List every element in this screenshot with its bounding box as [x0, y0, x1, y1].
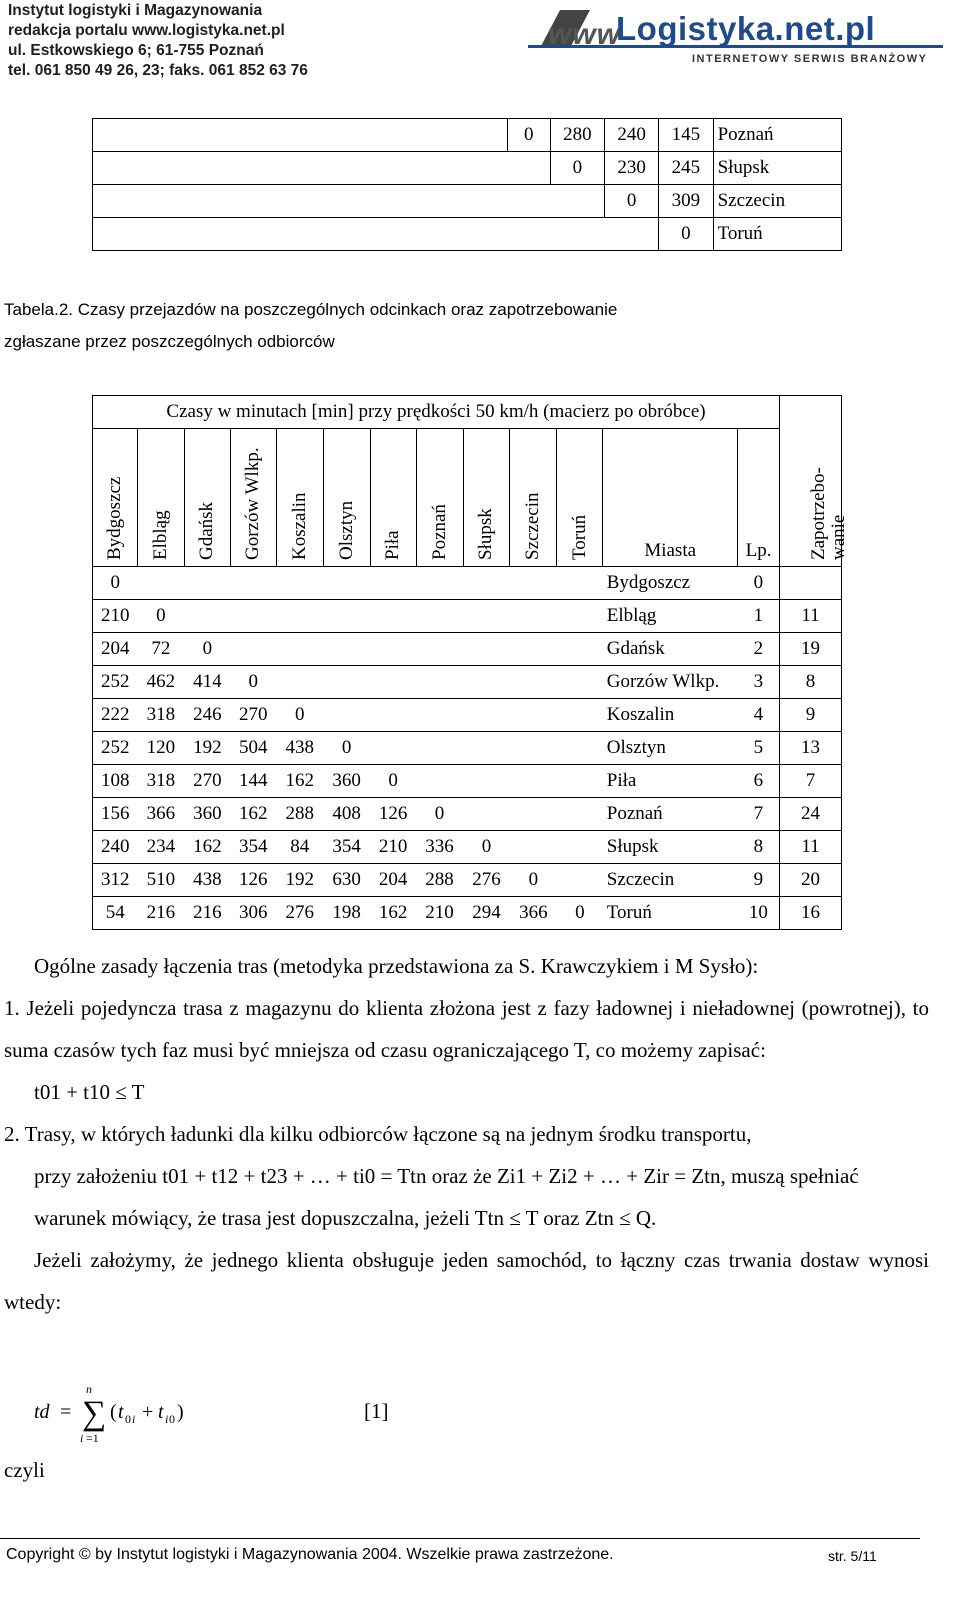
- empty-cell: [323, 600, 370, 633]
- empty-cell: [557, 666, 603, 699]
- lp-cell: 10: [738, 897, 780, 930]
- table-cell: 0: [507, 119, 550, 152]
- time-cell: 0: [416, 798, 463, 831]
- demand-cell: 7: [780, 765, 842, 798]
- time-cell: 294: [463, 897, 510, 930]
- city-cell: Toruń: [713, 218, 841, 251]
- city-cell: Słupsk: [603, 831, 738, 864]
- demand-cell: 20: [780, 864, 842, 897]
- time-cell: 246: [184, 699, 230, 732]
- svg-text:∑: ∑: [82, 1395, 107, 1432]
- time-cell: 408: [323, 798, 370, 831]
- lp-cell: 8: [738, 831, 780, 864]
- time-cell: 72: [137, 633, 184, 666]
- city-cell: Gdańsk: [603, 633, 738, 666]
- empty-cell: [370, 567, 416, 600]
- time-cell: 240: [93, 831, 138, 864]
- footer-rule: [0, 1538, 920, 1539]
- time-cell: 210: [416, 897, 463, 930]
- time-cell: 0: [557, 897, 603, 930]
- svg-text:=1: =1: [86, 1431, 99, 1445]
- lp-cell: 6: [738, 765, 780, 798]
- column-header-label: Elbląg: [149, 510, 171, 560]
- table-row: [93, 185, 842, 218]
- table-cell: 309: [659, 185, 713, 218]
- empty-cell: [416, 567, 463, 600]
- svg-text:i: i: [165, 1412, 169, 1426]
- table-row: [93, 218, 842, 251]
- time-cell: 0: [137, 600, 184, 633]
- lp-cell: 2: [738, 633, 780, 666]
- miasta-header: Miasta: [603, 429, 738, 567]
- table-row: [93, 666, 842, 699]
- empty-cell: [510, 765, 557, 798]
- time-cell: 0: [276, 699, 323, 732]
- column-header: [323, 429, 370, 567]
- time-cell: 222: [93, 699, 138, 732]
- table-row: [93, 633, 842, 666]
- time-cell: 0: [230, 666, 276, 699]
- time-cell: 234: [137, 831, 184, 864]
- table-cell: 0: [659, 218, 713, 251]
- empty-cell: [184, 567, 230, 600]
- time-cell: 252: [93, 732, 138, 765]
- empty-cell: [230, 600, 276, 633]
- lp-cell: 7: [738, 798, 780, 831]
- svg-text:+: +: [142, 1401, 154, 1423]
- time-cell: 306: [230, 897, 276, 930]
- column-header-label: Koszalin: [288, 492, 310, 560]
- table-caption: [4, 294, 944, 358]
- czyli-text: czyli: [4, 1458, 45, 1482]
- column-header: [184, 429, 230, 567]
- travel-time-matrix: [92, 395, 849, 930]
- table-cell: 0: [605, 185, 659, 218]
- table-row: [93, 831, 842, 864]
- time-cell: 162: [230, 798, 276, 831]
- empty-cell: [557, 798, 603, 831]
- empty-cell: [276, 666, 323, 699]
- empty-cell: [557, 600, 603, 633]
- time-cell: 366: [510, 897, 557, 930]
- empty-cell: [370, 600, 416, 633]
- caption-line: Tabela.2. Czasy przejazdów na poszczególnych odcinkach oraz zapotrzebowanie: [4, 300, 618, 319]
- page-number: str. 5/11: [828, 1548, 877, 1564]
- rule-1-paragraph: [4, 987, 929, 1071]
- empty-cell: [463, 600, 510, 633]
- inequality-1-text: t01 + t10 ≤ T: [34, 1080, 145, 1104]
- lp-cell: 5: [738, 732, 780, 765]
- time-cell: 630: [323, 864, 370, 897]
- empty-cell: [276, 633, 323, 666]
- svg-text:n: n: [86, 1382, 92, 1396]
- rule-2-line-2: przy założeniu t01 + t12 + t23 + … + ti0 = Ttn oraz że Zi1 + Zi2 + … + Zir = Ztn, muszą spełniać: [34, 1164, 859, 1188]
- empty-cell: [184, 600, 230, 633]
- time-cell: 414: [184, 666, 230, 699]
- svg-text:t: t: [158, 1401, 164, 1423]
- column-header: [93, 429, 138, 567]
- svg-text:i: i: [132, 1412, 136, 1426]
- table-row: [93, 119, 842, 152]
- time-cell: 156: [93, 798, 138, 831]
- column-header-label: Słupsk: [475, 508, 497, 560]
- inequality-1: [4, 1071, 929, 1113]
- time-cell: 366: [137, 798, 184, 831]
- empty-cell: [463, 567, 510, 600]
- empty-cell: [370, 699, 416, 732]
- rule-2-line-1: 2. Trasy, w których ładunki dla kilku odbiorców łączone są na jednym środku transportu,: [4, 1122, 752, 1146]
- time-cell: 0: [370, 765, 416, 798]
- time-cell: 288: [276, 798, 323, 831]
- time-cell: 438: [184, 864, 230, 897]
- org-line: tel. 061 850 49 26, 23; faks. 061 852 63 76: [8, 62, 308, 79]
- empty-cell: [510, 732, 557, 765]
- time-cell: 336: [416, 831, 463, 864]
- city-cell: Olsztyn: [603, 732, 738, 765]
- time-cell: 204: [370, 864, 416, 897]
- table-row: [93, 699, 842, 732]
- empty-cell: [323, 567, 370, 600]
- empty-cell: [510, 633, 557, 666]
- time-cell: 354: [323, 831, 370, 864]
- assumption-paragraph: Jeżeli założymy, że jednego klienta obsługuje jeden samochód, to łączny czas trwania dostaw wynosi wtedy:: [4, 1248, 929, 1314]
- empty-cell: [323, 666, 370, 699]
- time-cell: 510: [137, 864, 184, 897]
- empty-cell: [557, 765, 603, 798]
- empty-cell: [323, 633, 370, 666]
- time-cell: 0: [463, 831, 510, 864]
- empty-cell: [557, 699, 603, 732]
- city-cell: Poznań: [713, 119, 841, 152]
- city-cell: Szczecin: [603, 864, 738, 897]
- empty-cell: [557, 864, 603, 897]
- caption-line: zgłaszane przez poszczególnych odbiorców: [4, 332, 335, 351]
- svg-text:(: (: [110, 1401, 117, 1423]
- empty-cell: [463, 765, 510, 798]
- table-cell: 145: [659, 119, 713, 152]
- lp-cell: 1: [738, 600, 780, 633]
- svg-text:td: td: [34, 1401, 50, 1423]
- column-header-label: Poznań: [428, 504, 450, 560]
- empty-cell: [230, 567, 276, 600]
- matrix-body: [93, 567, 842, 930]
- time-cell: 360: [323, 765, 370, 798]
- time-cell: 0: [93, 567, 138, 600]
- svg-text:0: 0: [125, 1412, 131, 1426]
- org-line: ul. Estkowskiego 6; 61-755 Poznań: [8, 42, 264, 59]
- time-cell: 210: [93, 600, 138, 633]
- page-header: [0, 0, 960, 82]
- empty-cell: [557, 732, 603, 765]
- time-cell: 108: [93, 765, 138, 798]
- time-cell: 276: [463, 864, 510, 897]
- time-cell: 192: [276, 864, 323, 897]
- demand-header-line1: Zapotrzebo-: [807, 467, 829, 560]
- empty-cell: [463, 732, 510, 765]
- logo-name-label: Logistyka.net.pl: [616, 10, 876, 47]
- table-row: [93, 732, 842, 765]
- table-row: [93, 897, 842, 930]
- empty-cell: [416, 765, 463, 798]
- svg-text:): ): [177, 1401, 184, 1423]
- demand-header: [780, 396, 849, 567]
- time-cell: 84: [276, 831, 323, 864]
- empty-cell: [416, 633, 463, 666]
- time-cell: 318: [137, 765, 184, 798]
- demand-cell: 16: [780, 897, 842, 930]
- time-cell: 120: [137, 732, 184, 765]
- demand-cell: 11: [780, 831, 842, 864]
- copyright: Copyright © by Instytut logistyki i Magazynowania 2004. Wszelkie prawa zastrzeżone.: [6, 1546, 614, 1563]
- body-text: [4, 945, 929, 1323]
- svg-text:t: t: [118, 1401, 124, 1423]
- column-header-label: Piła: [382, 530, 404, 560]
- lp-cell: 4: [738, 699, 780, 732]
- lp-cell: 9: [738, 864, 780, 897]
- column-header: [276, 429, 323, 567]
- time-cell: 438: [276, 732, 323, 765]
- time-cell: 270: [230, 699, 276, 732]
- empty-cell: [137, 567, 184, 600]
- empty-cell: [370, 732, 416, 765]
- time-cell: 0: [323, 732, 370, 765]
- svg-text:=: =: [60, 1401, 72, 1423]
- empty-cell: [557, 831, 603, 864]
- org-line: redakcja portalu www.logistyka.net.pl: [8, 22, 285, 39]
- column-header-label: Bydgoszcz: [103, 476, 125, 560]
- table-row: [93, 798, 842, 831]
- empty-cell: [416, 699, 463, 732]
- empty-cell: [463, 666, 510, 699]
- empty-cell: [370, 633, 416, 666]
- time-cell: 54: [93, 897, 138, 930]
- demand-header-line2: wanie: [827, 514, 849, 560]
- city-cell: Koszalin: [603, 699, 738, 732]
- empty-cell: [557, 567, 603, 600]
- time-cell: 0: [184, 633, 230, 666]
- table-cell: 240: [605, 119, 659, 152]
- empty-cell: [323, 699, 370, 732]
- demand-cell: 8: [780, 666, 842, 699]
- city-cell: Poznań: [603, 798, 738, 831]
- column-header: [370, 429, 416, 567]
- demand-cell: 11: [780, 600, 842, 633]
- city-cell: Elbląg: [603, 600, 738, 633]
- time-cell: 198: [323, 897, 370, 930]
- table-row: [93, 152, 842, 185]
- time-cell: 462: [137, 666, 184, 699]
- column-header-label: Gdańsk: [196, 501, 218, 560]
- column-header: [230, 429, 276, 567]
- table-cell: 245: [659, 152, 713, 185]
- svg-text:0: 0: [169, 1412, 175, 1426]
- empty-cell: [230, 633, 276, 666]
- lp-cell: 0: [738, 567, 780, 600]
- city-cell: Szczecin: [713, 185, 841, 218]
- logistyka-logo: [520, 4, 950, 72]
- demand-cell: 19: [780, 633, 842, 666]
- time-cell: 216: [137, 897, 184, 930]
- time-cell: 204: [93, 633, 138, 666]
- time-cell: 126: [230, 864, 276, 897]
- time-cell: 354: [230, 831, 276, 864]
- empty-cell: [510, 831, 557, 864]
- column-header-row: [93, 429, 842, 567]
- column-header: [137, 429, 184, 567]
- empty-cell: [557, 633, 603, 666]
- time-cell: 162: [276, 765, 323, 798]
- sum-formula: [30, 1378, 410, 1448]
- demand-cell: [780, 567, 842, 600]
- time-cell: 192: [184, 732, 230, 765]
- column-header-label: Szczecin: [522, 492, 544, 560]
- column-header: [557, 429, 603, 567]
- time-cell: 144: [230, 765, 276, 798]
- time-cell: 288: [416, 864, 463, 897]
- lp-header: Lp.: [738, 429, 780, 567]
- table-row: [93, 600, 842, 633]
- column-header-label: Olsztyn: [335, 500, 357, 560]
- empty-cell: [416, 600, 463, 633]
- empty-cell: [463, 699, 510, 732]
- city-cell: Bydgoszcz: [603, 567, 738, 600]
- time-cell: 270: [184, 765, 230, 798]
- city-cell: Piła: [603, 765, 738, 798]
- empty-cell: [510, 699, 557, 732]
- city-cell: Słupsk: [713, 152, 841, 185]
- time-cell: 210: [370, 831, 416, 864]
- column-header-label: Toruń: [568, 514, 590, 560]
- logo-tagline: INTERNETOWY SERWIS BRANŻOWY: [692, 53, 928, 65]
- table-cell: 0: [550, 152, 604, 185]
- time-cell: 0: [510, 864, 557, 897]
- logo-name-text: [616, 10, 875, 48]
- time-cell: 162: [370, 897, 416, 930]
- demand-cell: 13: [780, 732, 842, 765]
- table-row: [93, 765, 842, 798]
- table-row: [93, 567, 842, 600]
- city-cell: Toruń: [603, 897, 738, 930]
- empty-cell: [510, 567, 557, 600]
- super-header-row: [93, 396, 842, 429]
- rule-2-line-3: warunek mówiący, że trasa jest dopuszczalna, jeżeli Ttn ≤ T oraz Ztn ≤ Q.: [34, 1206, 657, 1230]
- time-cell: 276: [276, 897, 323, 930]
- rule-1-text: 1. Jeżeli pojedyncza trasa z magazynu do klienta złożona jest z fazy ładownej i nieładownej (powrotnej), to suma czasów tych faz musi być mniejsza od czasu ograniczającego T, co możemy zapisać:: [4, 996, 929, 1062]
- empty-cell: [276, 600, 323, 633]
- intro-paragraph: Ogólne zasady łączenia tras (metodyka przedstawiona za S. Krawczykiem i M Sysło):: [34, 954, 759, 978]
- lp-cell: 3: [738, 666, 780, 699]
- time-cell: 126: [370, 798, 416, 831]
- demand-cell: 24: [780, 798, 842, 831]
- empty-cell: [463, 633, 510, 666]
- city-cell: Gorzów Wlkp.: [603, 666, 738, 699]
- svg-text:i: i: [80, 1431, 84, 1445]
- organization-info: [8, 1, 308, 81]
- empty-cell: [416, 666, 463, 699]
- empty-cell: [416, 732, 463, 765]
- table-cell: 280: [550, 119, 604, 152]
- column-header-label: Gorzów Wlkp.: [242, 447, 264, 560]
- time-cell: 312: [93, 864, 138, 897]
- super-header: Czasy w minutach [min] przy prędkości 50 km/h (macierz po obróbce): [93, 396, 780, 429]
- table-row: [93, 864, 842, 897]
- time-cell: 162: [184, 831, 230, 864]
- column-header: [463, 429, 510, 567]
- column-header: [510, 429, 557, 567]
- empty-cell: [510, 798, 557, 831]
- empty-cell: [510, 600, 557, 633]
- distance-matrix-continuation: [92, 118, 842, 251]
- empty-cell: [463, 798, 510, 831]
- org-line: Instytut logistyki i Magazynowania: [8, 2, 263, 19]
- time-cell: 216: [184, 897, 230, 930]
- demand-cell: 9: [780, 699, 842, 732]
- column-header: [416, 429, 463, 567]
- time-cell: 360: [184, 798, 230, 831]
- time-cell: 252: [93, 666, 138, 699]
- empty-cell: [370, 666, 416, 699]
- formula-label: [1]: [364, 1399, 389, 1423]
- time-cell: 504: [230, 732, 276, 765]
- empty-cell: [276, 567, 323, 600]
- table-cell: 230: [605, 152, 659, 185]
- time-cell: 318: [137, 699, 184, 732]
- empty-cell: [510, 666, 557, 699]
- logo-www-text: www: [548, 18, 622, 51]
